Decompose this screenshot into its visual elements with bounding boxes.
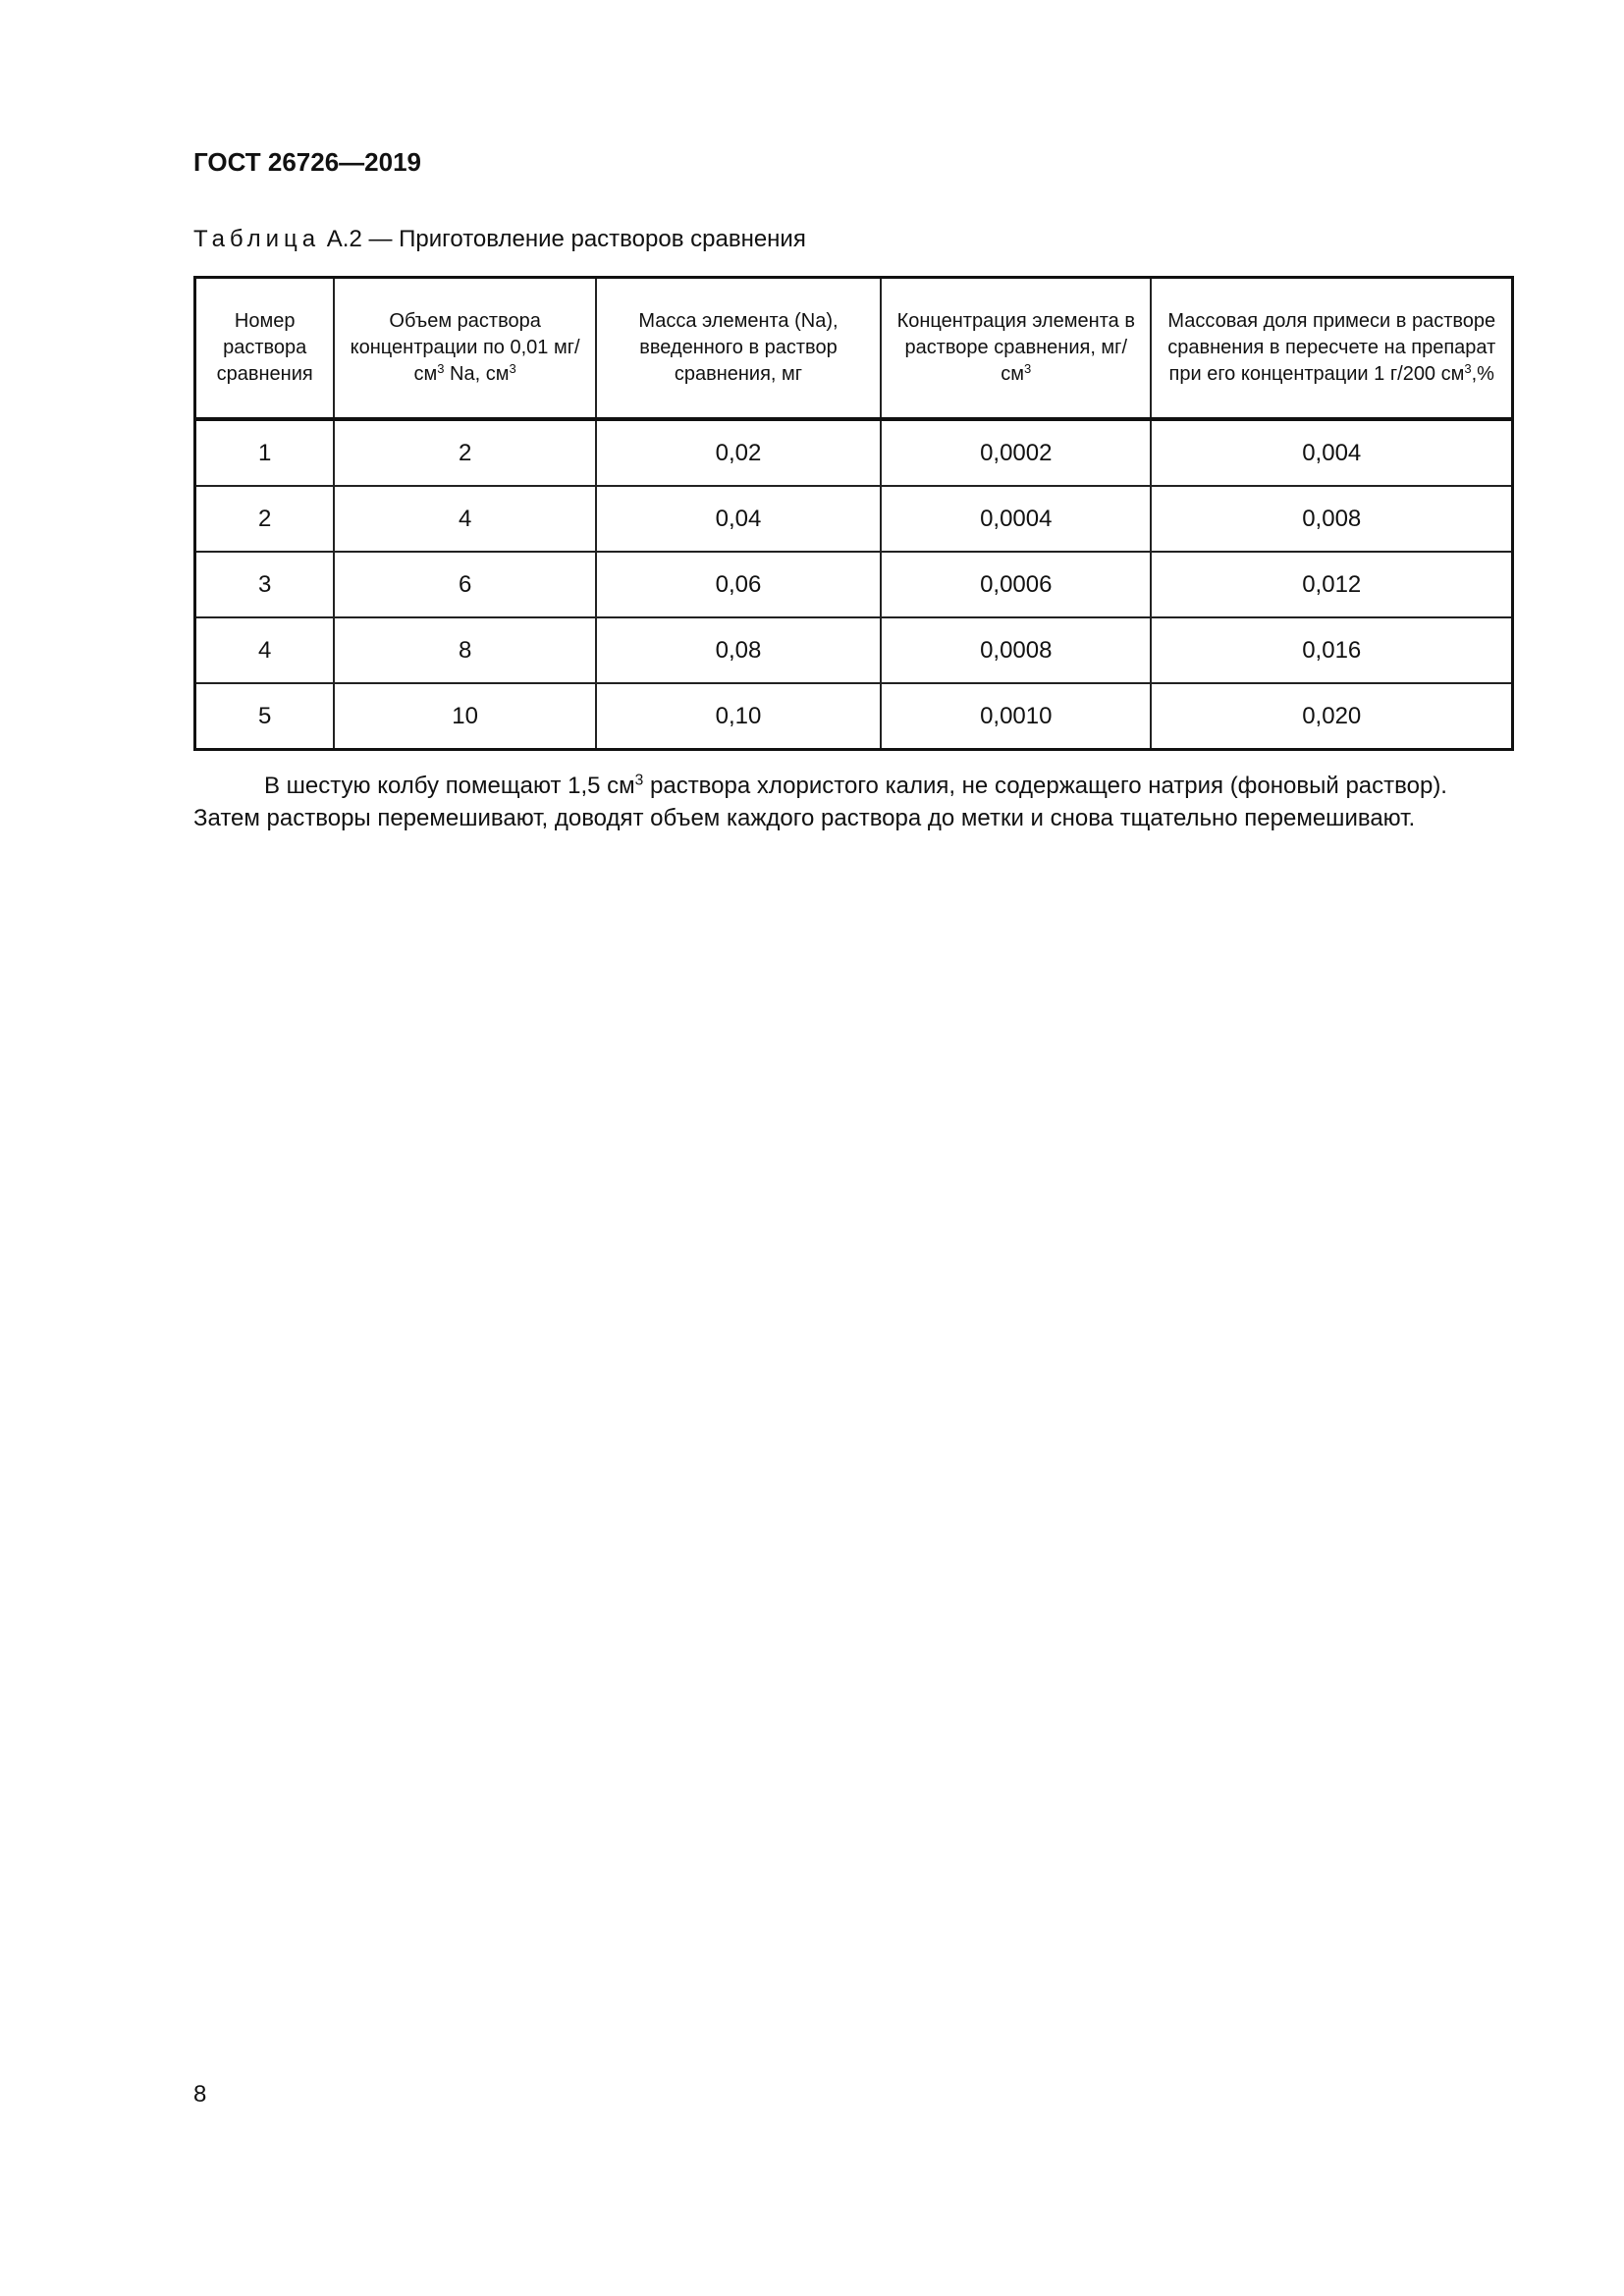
table-caption-title: А.2 — Приготовление растворов сравнения (326, 226, 806, 252)
table-cell: 3 (195, 552, 335, 617)
table-row (195, 552, 1513, 617)
table-cell: 0,004 (1151, 419, 1512, 486)
paragraph-line-1: В шестую колбу помещают 1,5 $см^3$ раствора хлористого калия, не содержащего натрия (фоновый раствор). (264, 772, 1447, 799)
table-cell: 2 (334, 419, 595, 486)
document-code: ГОСТ 26726—2019 (193, 147, 421, 177)
table-cell: 0,016 (1151, 617, 1512, 683)
table-cell: 1 (195, 419, 335, 486)
table-cell: 0,0006 (881, 552, 1151, 617)
table-caption-label: Таблица (193, 226, 321, 252)
table-cell: 6 (334, 552, 595, 617)
table-row (195, 683, 1513, 750)
table-cell: 10 (334, 683, 595, 750)
solutions-table (193, 276, 1514, 751)
table-cell: 4 (334, 486, 595, 552)
table-cell: 0,012 (1151, 552, 1512, 617)
table-cell: 5 (195, 683, 335, 750)
table-row (195, 486, 1513, 552)
table-caption (193, 226, 806, 253)
table-cell: 0,008 (1151, 486, 1512, 552)
table-cell: 0,0008 (881, 617, 1151, 683)
table-cell: 4 (195, 617, 335, 683)
table-cell: 0,0004 (881, 486, 1151, 552)
table-cell: 0,02 (596, 419, 881, 486)
header-concentration: Концентрация элемента в растворе сравнения, $мг/см^3$ (881, 278, 1151, 420)
table-cell: 0,04 (596, 486, 881, 552)
header-element-mass: Масса элемента (Na), введенного в раствор сравнения, мг (596, 278, 881, 420)
table-cell: 0,0010 (881, 683, 1151, 750)
table-cell: 8 (334, 617, 595, 683)
table-cell: 2 (195, 486, 335, 552)
table-header-row (195, 278, 1513, 420)
table-cell: 0,0002 (881, 419, 1151, 486)
table-cell: 0,08 (596, 617, 881, 683)
header-mass-fraction: Массовая доля примеси в растворе сравнения в пересчете на препарат при его концентрации 1 г/200 $см^3,\%$ (1151, 278, 1512, 420)
table-row (195, 617, 1513, 683)
table-cell: 0,10 (596, 683, 881, 750)
body-paragraph (193, 770, 1514, 834)
header-volume: Объем раствора концентрации по 0,01 $мг/см^3$ Na, $см^3$ (334, 278, 595, 420)
table-cell: 0,06 (596, 552, 881, 617)
table-cell: 0,020 (1151, 683, 1512, 750)
header-solution-number: Номер раствора сравнения (195, 278, 335, 420)
table-row (195, 419, 1513, 486)
paragraph-line-2: Затем растворы перемешивают, доводят объем каждого раствора до метки и снова тщательно перемешивают. (193, 805, 1416, 831)
page-number: 8 (193, 2081, 207, 2108)
